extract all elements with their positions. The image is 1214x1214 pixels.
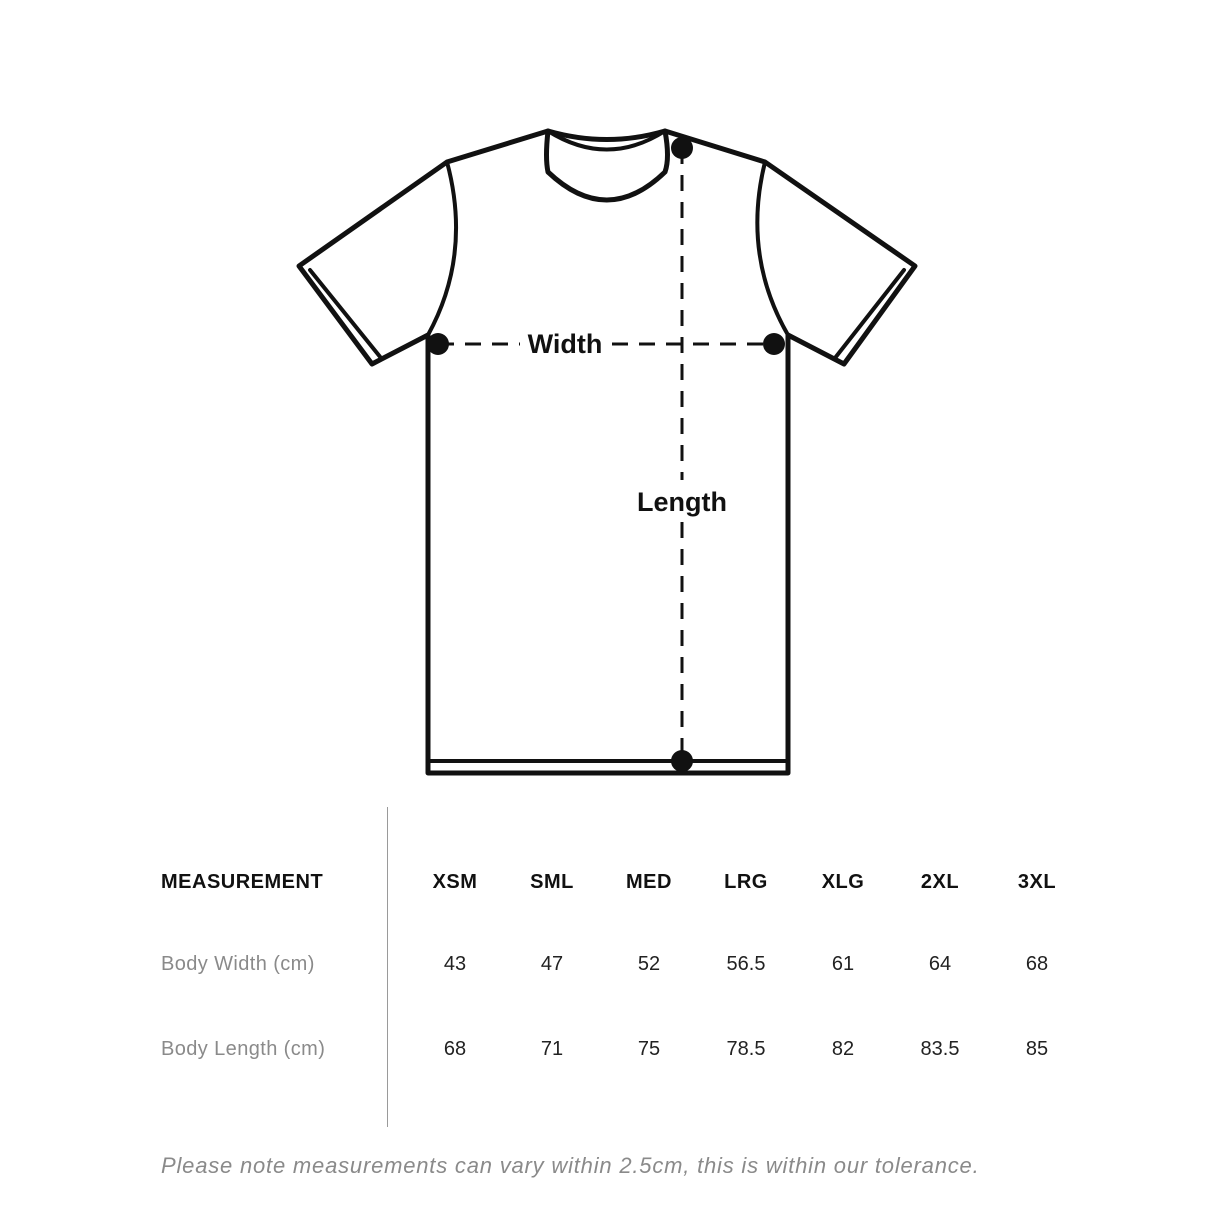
body-length-2xl: 83.5	[920, 1038, 960, 1060]
tolerance-note: Please note measurements can vary within 2.5cm, this is within our tolerance.	[161, 1153, 980, 1178]
body-width-xsm: 43	[443, 953, 467, 975]
left-sleeve-cuff	[310, 270, 381, 358]
body-length-xsm: 68	[443, 1038, 467, 1060]
body-width-2xl: 64	[928, 953, 952, 975]
size-header-lrg: LRG	[724, 871, 768, 893]
body-length-sml: 71	[540, 1038, 564, 1060]
right-sleeve-cuff	[835, 270, 904, 358]
body-length-xlg: 82	[831, 1038, 855, 1060]
body-width-3xl: 68	[1025, 953, 1049, 975]
size-header-xsm: XSM	[432, 871, 478, 893]
body-width-xlg: 61	[831, 953, 855, 975]
body-width-med: 52	[637, 953, 661, 975]
width-label: Width	[527, 329, 603, 359]
measurement-header: MEASUREMENT	[161, 871, 324, 893]
length-label: Length	[637, 487, 727, 517]
size-header-2xl: 2XL	[920, 871, 960, 893]
width-point-right	[763, 333, 785, 355]
body-width-sml: 47	[540, 953, 564, 975]
body-length-3xl: 85	[1025, 1038, 1049, 1060]
width-point-left	[427, 333, 449, 355]
tshirt-outline	[299, 131, 915, 773]
size-header-3xl: 3XL	[1017, 871, 1057, 893]
table-divider	[387, 807, 388, 1127]
body-width-lrg: 56.5	[726, 953, 766, 975]
body-length-lrg: 78.5	[726, 1038, 766, 1060]
left-armhole-seam	[428, 162, 456, 335]
size-header-med: MED	[626, 871, 672, 893]
length-point-bottom	[671, 750, 693, 772]
size-header-sml: SML	[530, 871, 574, 893]
right-armhole-seam	[757, 162, 788, 335]
row-label-body-length: Body Length (cm)	[161, 1038, 326, 1060]
body-length-med: 75	[637, 1038, 661, 1060]
size-header-xlg: XLG	[821, 871, 865, 893]
length-point-top	[671, 137, 693, 159]
row-label-body-width: Body Width (cm)	[161, 953, 315, 975]
